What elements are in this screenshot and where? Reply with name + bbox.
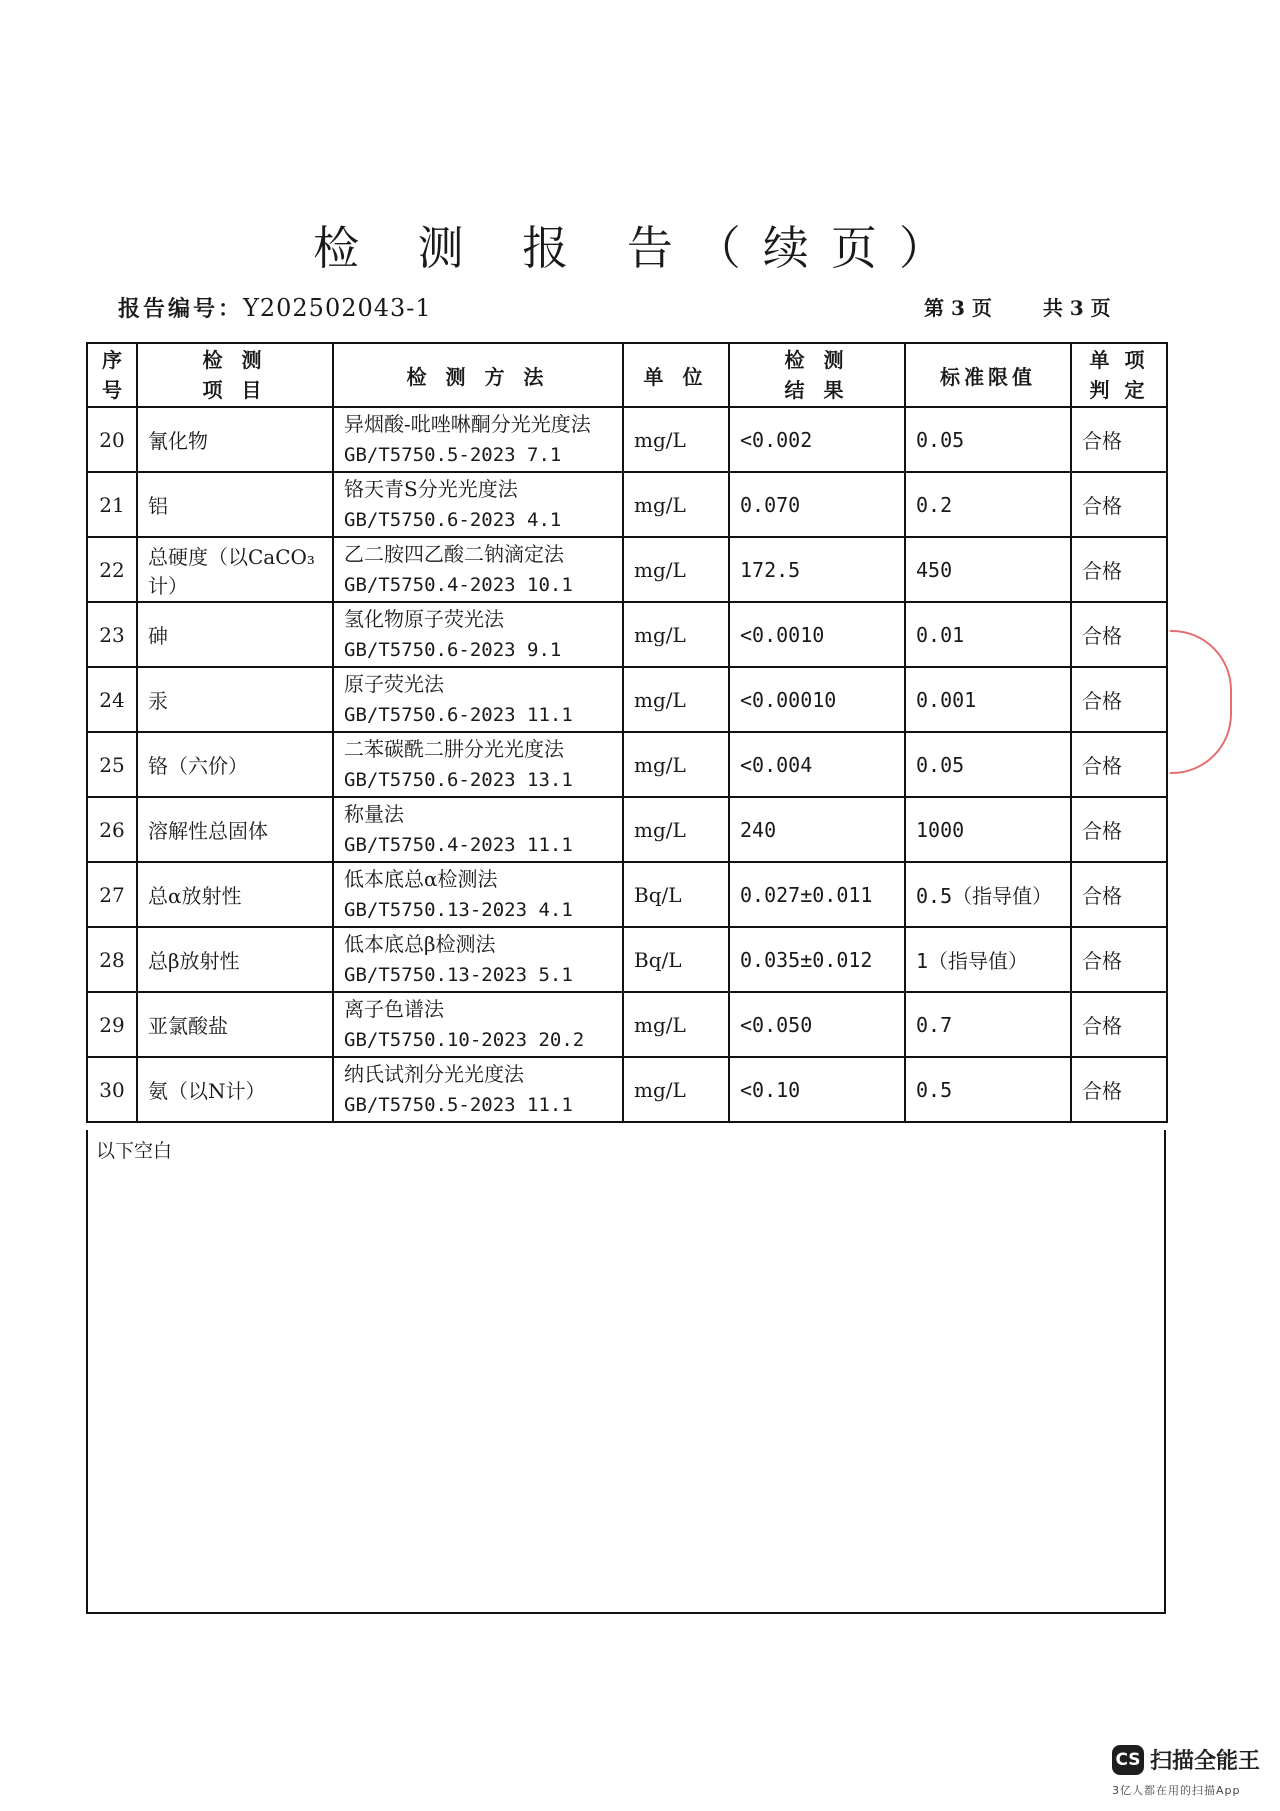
row-judge: 合格 [1071, 472, 1167, 537]
row-limit: 0.7 [905, 992, 1071, 1057]
row-limit: 450 [905, 537, 1071, 602]
table-row [87, 797, 1167, 862]
header-unit: 单 位 [623, 343, 729, 407]
row-method [333, 862, 623, 927]
table-row [87, 602, 1167, 667]
header-limit: 标准限值 [905, 343, 1071, 407]
row-limit: 1000 [905, 797, 1071, 862]
row-limit: 0.5 [905, 1057, 1071, 1122]
row-item: 铝 [137, 472, 333, 537]
row-unit: mg/L [623, 1057, 729, 1122]
table-row [87, 407, 1167, 472]
row-judge: 合格 [1071, 537, 1167, 602]
table-row [87, 862, 1167, 927]
row-unit: mg/L [623, 667, 729, 732]
row-result: 240 [729, 797, 905, 862]
row-unit: mg/L [623, 797, 729, 862]
row-judge: 合格 [1071, 407, 1167, 472]
row-item: 溶解性总固体 [137, 797, 333, 862]
table-row [87, 992, 1167, 1057]
row-judge: 合格 [1071, 992, 1167, 1057]
row-method [333, 992, 623, 1057]
row-idx: 27 [87, 862, 137, 927]
row-method-standard: GB/T5750.4-2023 10.1 [344, 573, 573, 596]
page-info [924, 292, 1121, 321]
watermark-sub: 3亿人都在用的扫描App [1112, 1784, 1241, 1797]
row-judge: 合格 [1071, 732, 1167, 797]
row-method-name: 低本底总β检测法 [344, 931, 496, 956]
row-method-standard: GB/T5750.5-2023 7.1 [344, 443, 562, 466]
table-row [87, 927, 1167, 992]
row-judge: 合格 [1071, 667, 1167, 732]
watermark-name: 扫描全能王 [1150, 1749, 1261, 1774]
row-method [333, 472, 623, 537]
row-limit: 0.5（指导值） [905, 862, 1071, 927]
row-unit: mg/L [623, 472, 729, 537]
row-judge: 合格 [1071, 862, 1167, 927]
row-method-name: 纳氏试剂分光光度法 [344, 1061, 524, 1086]
header-result: 检 测 结 果 [729, 343, 905, 407]
report-number [118, 292, 432, 323]
row-method-standard: GB/T5750.6-2023 4.1 [344, 508, 562, 531]
page-total: 共 3 页 [1042, 296, 1111, 320]
row-method [333, 407, 623, 472]
row-limit: 1（指导值） [905, 927, 1071, 992]
table-row [87, 1057, 1167, 1122]
header-idx: 序 号 [87, 343, 137, 407]
row-unit: Bq/L [623, 862, 729, 927]
row-item: 氨（以N计） [137, 1057, 333, 1122]
row-unit: mg/L [623, 992, 729, 1057]
results-table [86, 342, 1168, 1123]
row-result: <0.10 [729, 1057, 905, 1122]
report-number-label: 报告编号： [118, 296, 244, 322]
row-unit: mg/L [623, 537, 729, 602]
row-limit: 0.001 [905, 667, 1071, 732]
row-result: 0.035±0.012 [729, 927, 905, 992]
row-judge: 合格 [1071, 797, 1167, 862]
table-row [87, 667, 1167, 732]
row-method-standard: GB/T5750.6-2023 11.1 [344, 703, 573, 726]
table-row [87, 732, 1167, 797]
row-method-standard: GB/T5750.13-2023 5.1 [344, 963, 573, 986]
row-result: <0.002 [729, 407, 905, 472]
row-limit: 0.2 [905, 472, 1071, 537]
row-result: <0.0010 [729, 602, 905, 667]
row-result: 0.070 [729, 472, 905, 537]
row-idx: 30 [87, 1057, 137, 1122]
row-method [333, 537, 623, 602]
blank-note: 以下空白 [96, 1140, 173, 1162]
row-idx: 23 [87, 602, 137, 667]
row-judge: 合格 [1071, 927, 1167, 992]
row-idx: 20 [87, 407, 137, 472]
row-method [333, 732, 623, 797]
row-item: 砷 [137, 602, 333, 667]
row-method [333, 1057, 623, 1122]
row-item: 氰化物 [137, 407, 333, 472]
row-idx: 21 [87, 472, 137, 537]
row-limit: 0.05 [905, 732, 1071, 797]
scanner-watermark [1112, 1744, 1260, 1775]
row-method-name: 异烟酸-吡唑啉酮分光光度法 [344, 411, 591, 436]
row-method-name: 原子荧光法 [344, 671, 444, 696]
row-method [333, 667, 623, 732]
header-method: 检 测 方 法 [333, 343, 623, 407]
red-stamp-edge [1170, 630, 1232, 774]
row-unit: mg/L [623, 602, 729, 667]
row-item: 总α放射性 [137, 862, 333, 927]
row-method-standard: GB/T5750.10-2023 20.2 [344, 1028, 585, 1051]
row-method-standard: GB/T5750.5-2023 11.1 [344, 1093, 573, 1116]
row-idx: 25 [87, 732, 137, 797]
blank-area [86, 1130, 1166, 1614]
table-row [87, 472, 1167, 537]
page-current: 第 3 页 [924, 296, 992, 320]
row-item: 总硬度（以CaCO₃计） [137, 537, 333, 602]
row-method-name: 称量法 [344, 801, 404, 826]
row-method [333, 797, 623, 862]
row-idx: 28 [87, 927, 137, 992]
row-method-name: 乙二胺四乙酸二钠滴定法 [344, 541, 564, 566]
row-method-standard: GB/T5750.6-2023 13.1 [344, 768, 573, 791]
row-limit: 0.01 [905, 602, 1071, 667]
row-result: 0.027±0.011 [729, 862, 905, 927]
row-result: <0.050 [729, 992, 905, 1057]
row-item: 铬（六价） [137, 732, 333, 797]
header-item: 检 测 项 目 [137, 343, 333, 407]
row-limit: 0.05 [905, 407, 1071, 472]
row-result: 172.5 [729, 537, 905, 602]
header-judge: 单 项 判 定 [1071, 343, 1167, 407]
report-number-value: Y202502043-1 [243, 294, 432, 322]
row-method-standard: GB/T5750.6-2023 9.1 [344, 638, 562, 661]
row-method-name: 二苯碳酰二肼分光光度法 [344, 736, 564, 761]
row-unit: mg/L [623, 407, 729, 472]
row-unit: Bq/L [623, 927, 729, 992]
row-item: 汞 [137, 667, 333, 732]
table-header-row [87, 343, 1167, 407]
row-result: <0.00010 [729, 667, 905, 732]
row-idx: 24 [87, 667, 137, 732]
row-method-name: 氢化物原子荧光法 [344, 606, 504, 631]
row-idx: 22 [87, 537, 137, 602]
row-idx: 29 [87, 992, 137, 1057]
row-judge: 合格 [1071, 602, 1167, 667]
row-item: 总β放射性 [137, 927, 333, 992]
row-idx: 26 [87, 797, 137, 862]
row-method [333, 602, 623, 667]
row-method [333, 927, 623, 992]
cs-logo-icon: CS [1112, 1745, 1144, 1775]
row-result: <0.004 [729, 732, 905, 797]
row-item: 亚氯酸盐 [137, 992, 333, 1057]
row-method-name: 铬天青S分光光度法 [344, 476, 518, 501]
row-method-standard: GB/T5750.4-2023 11.1 [344, 833, 573, 856]
row-judge: 合格 [1071, 1057, 1167, 1122]
row-unit: mg/L [623, 732, 729, 797]
row-method-name: 低本底总α检测法 [344, 866, 498, 891]
row-method-name: 离子色谱法 [344, 996, 444, 1021]
table-row [87, 537, 1167, 602]
report-title: 检 测 报 告（续页） [313, 221, 967, 275]
row-method-standard: GB/T5750.13-2023 4.1 [344, 898, 573, 921]
